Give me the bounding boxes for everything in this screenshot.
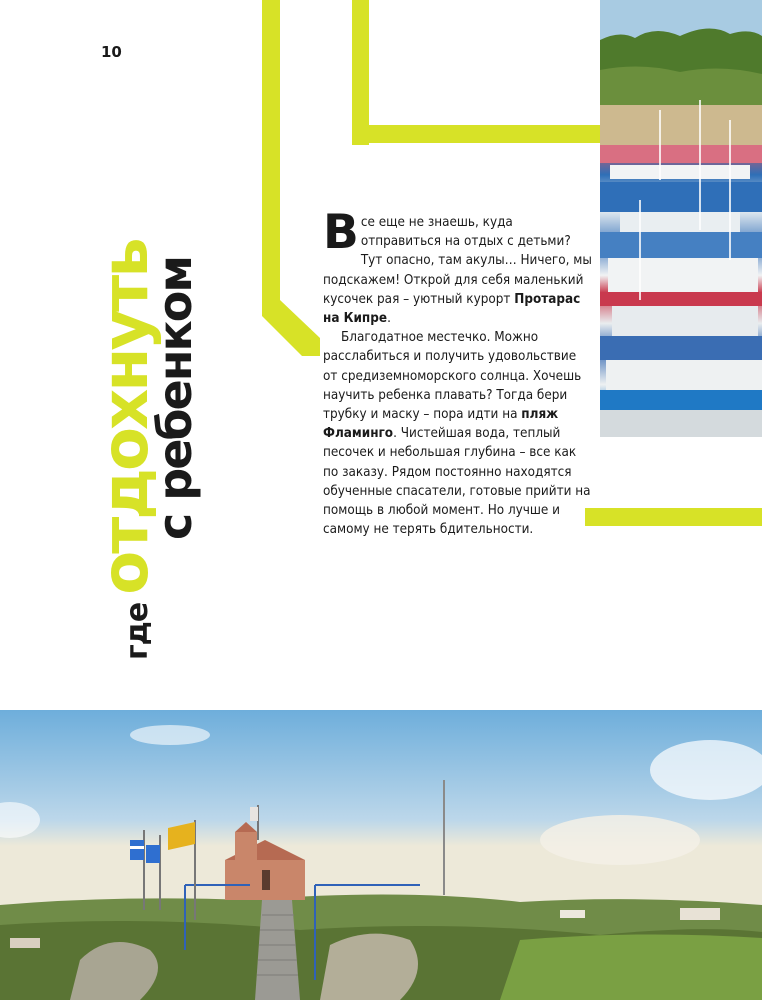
accent-line-horizontal-top (352, 125, 600, 143)
highlight-flamingo-beach: пляж Фламинго (323, 407, 559, 442)
headline-word-rest: отдохнуть (89, 240, 163, 595)
page-number: 10 (101, 43, 122, 61)
headline (89, 140, 216, 660)
article-body (323, 205, 593, 539)
accent-line-vertical-left (262, 0, 280, 310)
article-paragraph-1: Все еще не знаешь, куда отправиться на отдых с детьми? Тут опасно, там акулы… Ничего, мы подскажем! Открой для себя маленький кусочек рая – уютный курорт Протарас на Кипре. (323, 205, 592, 327)
headline-line-child: с ребенком (148, 257, 202, 540)
headline-word-where: где (120, 602, 155, 660)
dropcap: В (323, 205, 359, 260)
article-paragraph-2: Благодатное местечко. Можно расслабиться и получить удовольствие от средиземноморского солнца. Хочешь научить ребенка плавать? Тогда бери трубку и маску – пора идти на пляж Фламинго. Чистейшая вода, теплый песочек и небольшая глубина – все как по заказу. Рядом постоянно находятся обученные спасатели, готовые прийти на помощь в любой момент. Но лучше и самому не терять бдительности. (323, 330, 591, 538)
accent-line-vertical-top (352, 0, 369, 145)
church-panorama-photo (0, 710, 762, 1000)
accent-line-horizontal-right (585, 508, 762, 526)
accent-line-diagonal (262, 300, 322, 360)
highlight-protaras: Протарас на Кипре (323, 291, 581, 327)
harbor-boats-photo (600, 0, 762, 437)
